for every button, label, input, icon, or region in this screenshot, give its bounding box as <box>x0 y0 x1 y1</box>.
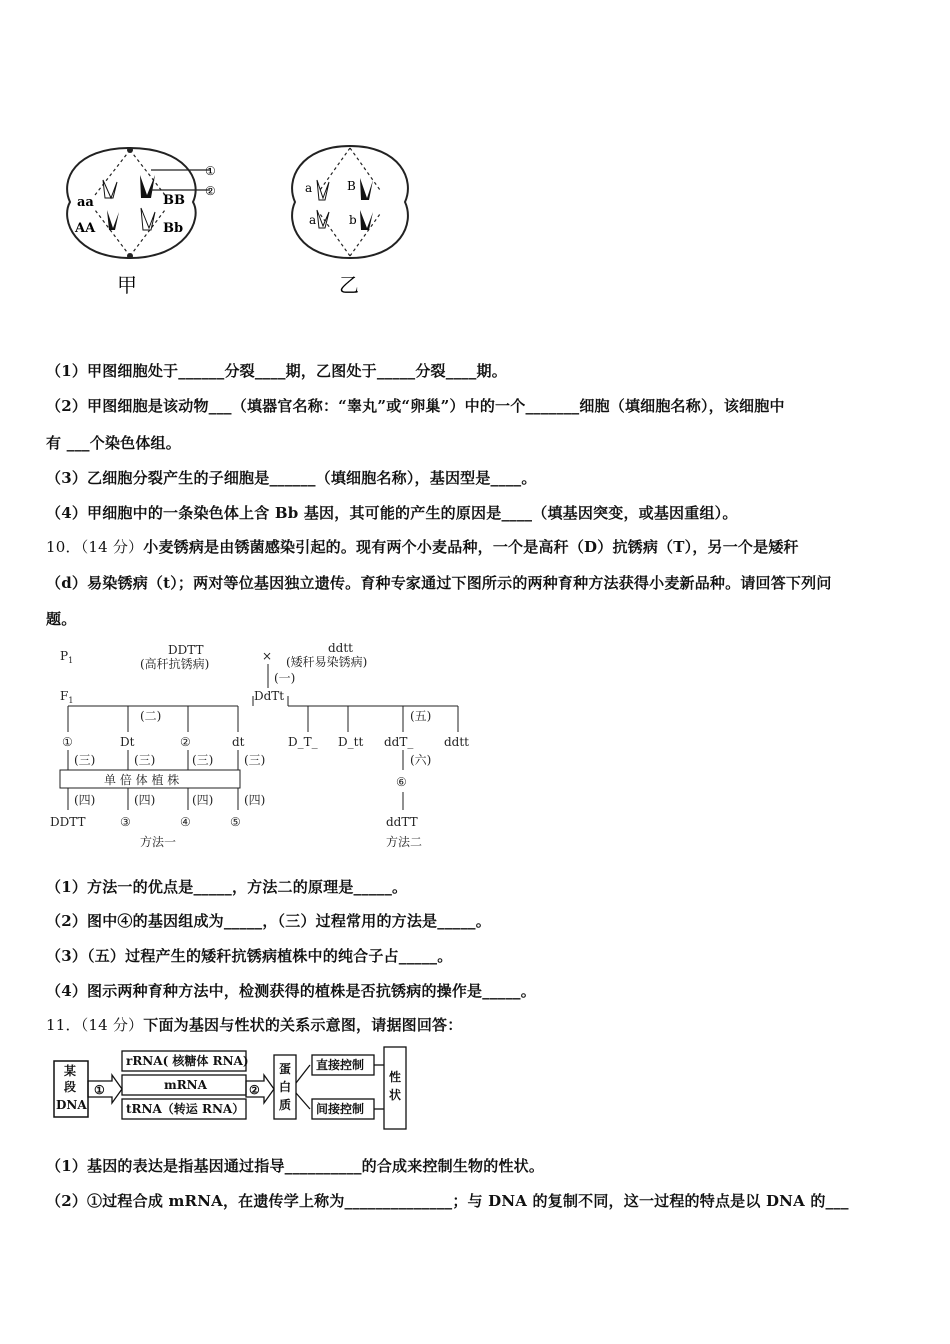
label-P: $P_1$ <box>60 649 74 665</box>
q11-part1: （1）基因的表达是指基因通过指导__________的合成来控制生物的性状。 <box>46 1157 545 1175</box>
parent2-note: (矮秆易染锈病) <box>286 655 368 669</box>
yi-label-b: b <box>349 213 357 227</box>
chromosome-yi-black-1 <box>360 178 373 200</box>
label-jia: 甲 <box>117 273 137 297</box>
q9-part2: （2）甲图细胞是该动物___（填器官名称：“睾丸”或“卵巢”）中的一个_______细胞（填细胞名称），该细胞中 <box>46 397 785 415</box>
result-5: ⑤ <box>230 815 241 829</box>
gamete-4: dt <box>232 735 245 749</box>
q9-part2-cont: 有 ___个染色体组。 <box>46 434 181 452</box>
q10-stem-line2: （d）易染锈病（t）；两对等位基因独立遗传。育种专家通过下图所示的两种育种方法获得小麦新品种。请回答下列问 <box>46 574 832 592</box>
q10-score: （14 分） <box>80 538 144 556</box>
q10-stem-line3: 题。 <box>46 610 77 628</box>
q10-part4: （4）图示两种育种方法中，检测获得的植株是否抗锈病的操作是_____。 <box>46 982 536 1000</box>
step-6: (六) <box>410 753 432 767</box>
trait-1: 性 <box>389 1070 402 1084</box>
gene-trait-diagram <box>52 1045 412 1133</box>
result-3: ③ <box>120 815 131 829</box>
q11-score: （14 分） <box>80 1016 144 1034</box>
chromosome-yi-black-2 <box>360 210 373 230</box>
q9-part1: （1）甲图细胞处于______分裂____期，乙图处于_____分裂____期。 <box>46 362 507 380</box>
result-ddtt: DDTT <box>50 815 86 829</box>
f2-ddT: ddT_ <box>384 735 414 749</box>
direct-control: 直接控制 <box>316 1058 365 1072</box>
step-4d: (四) <box>244 793 266 807</box>
parent2: ddtt <box>328 641 354 655</box>
cell-yi <box>292 146 408 258</box>
q10-number: 10． <box>46 538 81 556</box>
q11-part2: （2）①过程合成 mRNA，在遗传学上称为______________；与 DNA 的复制不同，这一过程的特点是以 DNA 的___ <box>46 1192 849 1210</box>
f2-ddtt: ddtt <box>444 735 470 749</box>
step-4b: (四) <box>134 793 156 807</box>
f2-DT: D_T_ <box>288 735 318 749</box>
step-5: (五) <box>410 709 432 723</box>
trna-box: tRNA（转运 RNA） <box>126 1102 245 1116</box>
protein-1: 蛋 <box>279 1062 292 1076</box>
jia-label-Bb: Bb <box>163 221 184 236</box>
gamete-2: Dt <box>120 735 135 749</box>
step-2: (二) <box>140 709 162 723</box>
jia-label-aa: aa <box>77 195 94 210</box>
dna-box-2: 段 <box>64 1080 77 1094</box>
protein-2: 白 <box>279 1080 292 1094</box>
q10-part2: （2）图中④的基因组成为_____，（三）过程常用的方法是_____。 <box>46 912 491 930</box>
gamete-1: ① <box>62 735 73 749</box>
method-two-label: 方法二 <box>386 835 423 849</box>
marker-2: ② <box>205 184 216 198</box>
q11-stem-text: 下面为基因与性状的关系示意图，请据图回答： <box>143 1016 463 1034</box>
yi-label-a-bottom: a <box>309 213 317 227</box>
indirect-control: 间接控制 <box>316 1102 365 1116</box>
protein-3: 质 <box>279 1098 292 1112</box>
step-3a: (三) <box>74 753 96 767</box>
f1-genotype: DdTt <box>254 689 285 703</box>
step-label-2: ② <box>249 1083 260 1097</box>
q9-part4: （4）甲细胞中的一条染色体上含 Bb 基因，其可能的产生的原因是____（填基因突变，或基因重组）。 <box>46 504 738 522</box>
step-3b: (三) <box>134 753 156 767</box>
label-yi: 乙 <box>339 273 359 297</box>
jia-label-BB: BB <box>163 193 185 208</box>
yi-label-B: B <box>347 179 356 193</box>
chromosome-yi-white-2 <box>317 210 329 228</box>
rrna-box: rRNA( 核糖体 RNA) <box>126 1054 249 1068</box>
cross-sign: × <box>262 649 273 663</box>
step-4c: (四) <box>192 793 214 807</box>
label-F: $F_1$ <box>60 689 74 705</box>
step-3d: (三) <box>244 753 266 767</box>
q10-part1: （1）方法一的优点是_____，方法二的原理是_____。 <box>46 878 408 896</box>
q10-stem-text: 小麦锈病是由锈菌感染引起的。现有两个小麦品种，一个是高秆（D）抗锈病（T），另一个是矮秆 <box>143 538 799 556</box>
marker-1: ① <box>205 164 216 178</box>
chromosome-black-2 <box>107 210 119 230</box>
dna-box-1: 某 <box>64 1064 77 1078</box>
q10-stem-line1 <box>46 536 799 557</box>
trait-2: 状 <box>389 1088 402 1102</box>
step-3c: (三) <box>192 753 214 767</box>
step-label-1: ① <box>94 1083 105 1097</box>
chromosome-white-1 <box>103 180 117 198</box>
jia-label-AA: AA <box>75 221 96 236</box>
cell-division-figure <box>55 140 435 300</box>
gamete-3: ② <box>180 735 191 749</box>
q11-number: 11． <box>46 1016 81 1034</box>
result-6: ⑥ <box>396 775 407 789</box>
yi-label-a-top: a <box>305 181 313 195</box>
step-1: (一) <box>274 671 296 685</box>
breeding-diagram <box>48 640 488 855</box>
q11-stem <box>46 1014 462 1035</box>
q10-part3: （3）（五）过程产生的矮秆抗锈病植株中的纯合子占_____。 <box>46 947 453 965</box>
f2-Dtt: D_tt <box>338 735 364 749</box>
step-4a: (四) <box>74 793 96 807</box>
haploid-box: 单 倍 体 植 株 <box>104 773 180 787</box>
q9-part3: （3）乙细胞分裂产生的子细胞是______（填细胞名称），基因型是____。 <box>46 469 537 487</box>
mrna-box: mRNA <box>164 1078 207 1092</box>
parent1-note: (高秆抗锈病) <box>140 657 210 671</box>
result-ddTT: ddTT <box>386 815 418 829</box>
result-4: ④ <box>180 815 191 829</box>
chromosome-yi-white-1 <box>317 180 329 200</box>
dna-box-3: DNA <box>56 1098 87 1112</box>
parent1: DDTT <box>168 643 204 657</box>
method-one-label: 方法一 <box>140 835 177 849</box>
